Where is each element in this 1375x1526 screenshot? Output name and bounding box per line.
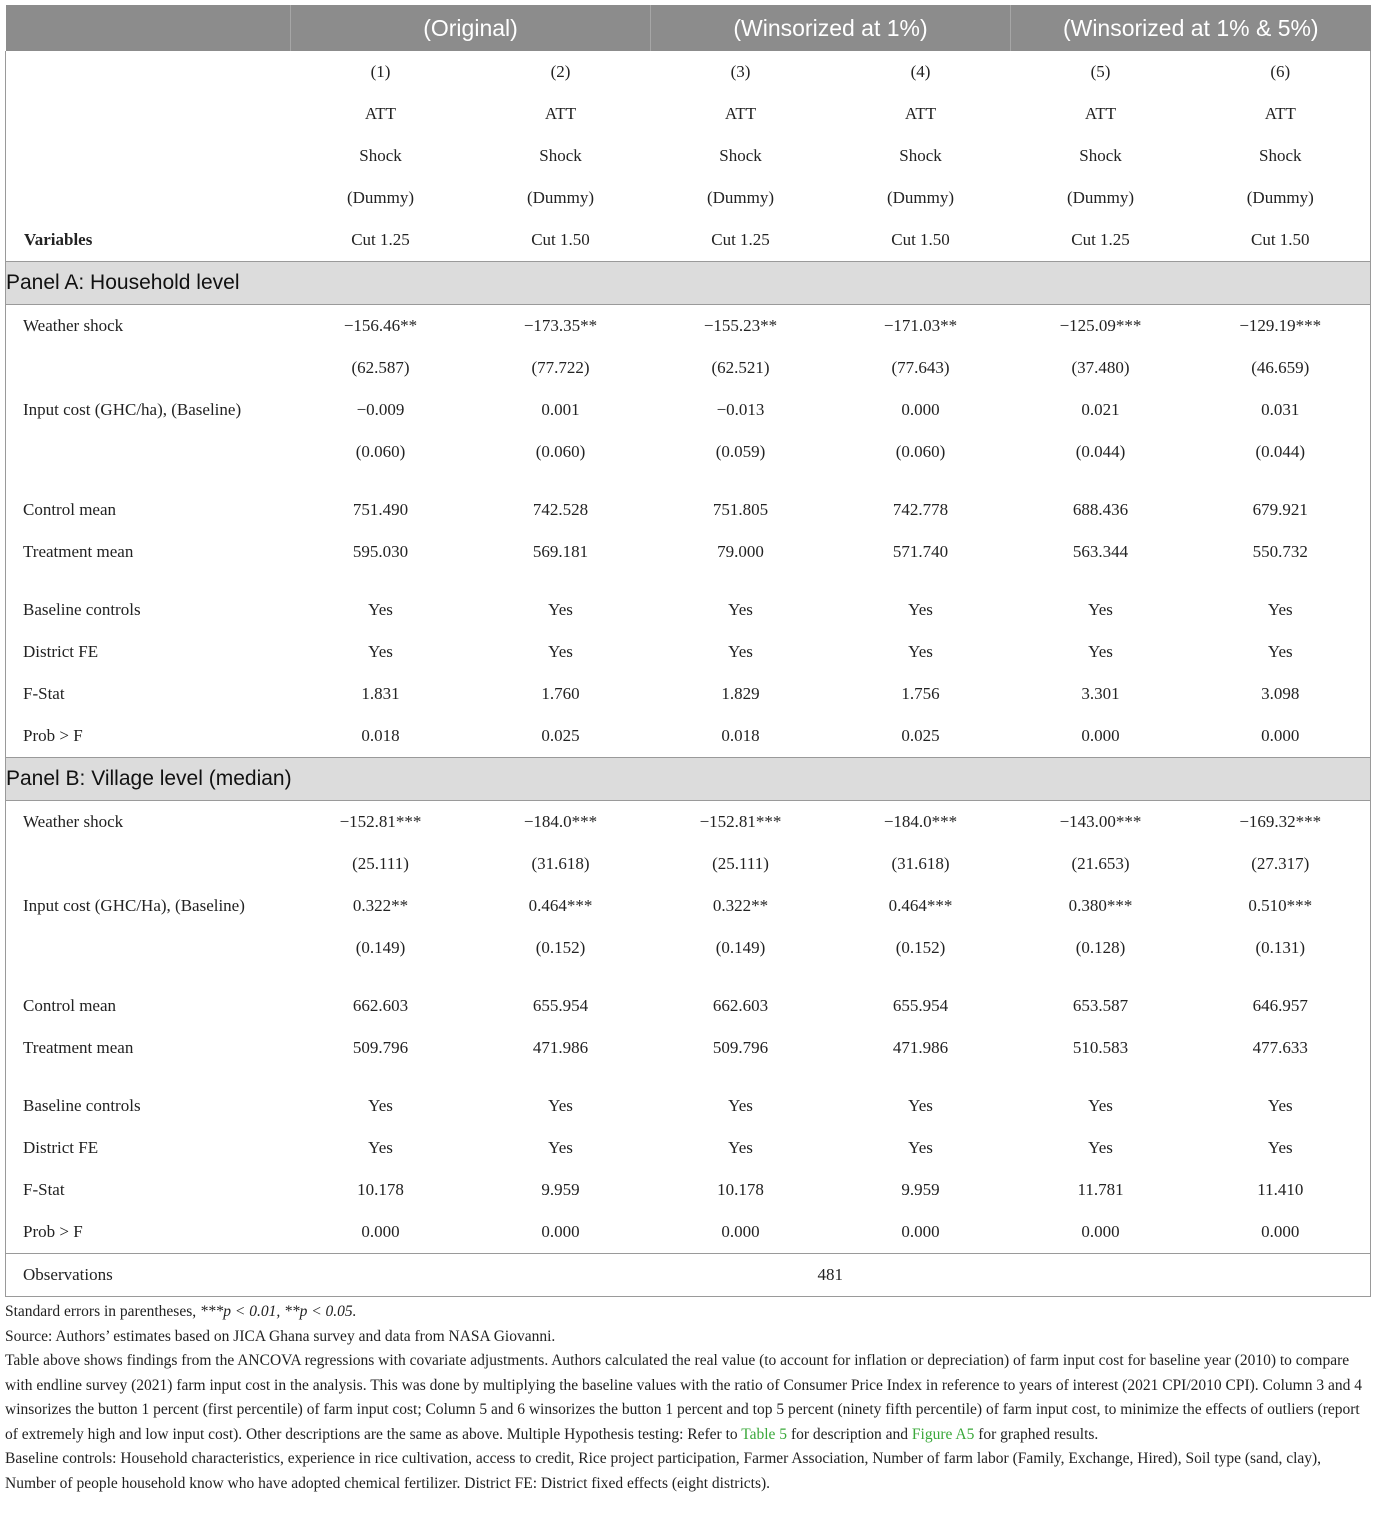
table-cell: 1.831: [361, 684, 400, 703]
column-number-row: [6, 51, 1371, 93]
table-row: [6, 347, 1371, 389]
group-header-row: [6, 5, 1371, 51]
table-cell: 0.000: [1261, 1222, 1300, 1241]
table-cell: 0.322**: [352, 896, 409, 915]
table-cell: 0.031: [1261, 400, 1300, 419]
row-label: F-Stat: [23, 1180, 65, 1199]
table-cell: 477.633: [1252, 1038, 1308, 1057]
table-cell: 571.740: [892, 542, 949, 561]
table-cell: (77.722): [531, 358, 590, 377]
table-cell: 655.954: [532, 996, 589, 1015]
table-cell: 0.322**: [712, 896, 769, 915]
table-cell: 79.000: [717, 542, 764, 561]
column-cut-row: [6, 219, 1371, 262]
table-cell: 662.603: [712, 996, 769, 1015]
column-dummy-row: [6, 177, 1371, 219]
column-cut: Cut 1.50: [1250, 230, 1310, 249]
table-cell: (21.653): [1071, 854, 1130, 873]
table-cell: Yes: [1088, 1138, 1113, 1157]
table-cell: (0.152): [895, 938, 946, 957]
table-cell: Yes: [1267, 1138, 1293, 1157]
table-cell: Yes: [908, 600, 933, 619]
column-cut: Cut 1.25: [1071, 230, 1130, 249]
table-cell: 0.000: [901, 400, 940, 419]
variables-label: Variables: [24, 230, 93, 249]
table-cell: 471.986: [892, 1038, 949, 1057]
table-cell: 653.587: [1072, 996, 1129, 1015]
table-cell: 688.436: [1072, 500, 1129, 519]
table-cell: −129.19***: [1239, 316, 1322, 335]
figure-a5-link[interactable]: Figure A5: [911, 1425, 975, 1443]
column-shock: Shock: [539, 146, 582, 165]
table-cell: 662.603: [352, 996, 409, 1015]
table-row: [6, 389, 1371, 431]
table-cell: 751.805: [712, 500, 769, 519]
table-cell: Yes: [1088, 642, 1113, 661]
table-row: [6, 715, 1371, 758]
table-cell: 3.098: [1261, 684, 1300, 703]
group-header-winsorized-1: (Winsorized at 1%): [651, 5, 1011, 51]
column-shock: Shock: [1079, 146, 1122, 165]
table-5-link[interactable]: Table 5: [741, 1425, 788, 1443]
table-cell: 9.959: [541, 1180, 580, 1199]
table-cell: −152.81***: [339, 812, 422, 831]
table-cell: Yes: [548, 600, 573, 619]
column-dummy: (Dummy): [886, 188, 955, 207]
panel-a-title: Panel A: Household level: [6, 262, 1371, 305]
row-label: Weather shock: [23, 316, 124, 335]
column-att: ATT: [364, 104, 397, 123]
column-shock-row: [6, 135, 1371, 177]
table-row: [6, 927, 1371, 969]
table-cell: (25.111): [712, 854, 769, 873]
column-att: ATT: [724, 104, 757, 123]
table-cell: 10.178: [357, 1180, 404, 1199]
table-cell: 0.510***: [1248, 896, 1313, 915]
table-cell: 0.000: [901, 1222, 940, 1241]
table-cell: (37.480): [1071, 358, 1130, 377]
table-cell: −125.09***: [1059, 316, 1142, 335]
regression-table-container: [5, 5, 1370, 1297]
table-cell: Yes: [728, 1138, 753, 1157]
column-number: (3): [730, 62, 751, 81]
table-cell: 655.954: [892, 996, 949, 1015]
table-cell: 679.921: [1252, 500, 1308, 519]
table-cell: 550.732: [1252, 542, 1308, 561]
row-label: Control mean: [23, 996, 117, 1015]
table-cell: 1.756: [901, 684, 940, 703]
table-cell: 742.778: [892, 500, 949, 519]
footnote-source: Source: Authors’ estimates based on JICA Ghana survey and data from NASA Giovanni.: [5, 1327, 556, 1345]
row-label: Input cost (GHC/ha), (Baseline): [23, 400, 242, 419]
table-cell: −152.81***: [699, 812, 782, 831]
table-cell: (25.111): [352, 854, 409, 873]
table-row: [6, 631, 1371, 673]
column-att: ATT: [904, 104, 937, 123]
column-cut: Cut 1.25: [711, 230, 770, 249]
row-label: District FE: [23, 642, 99, 661]
panel-a-header: [6, 262, 1371, 305]
footnote-baseline-controls: Baseline controls: Household characteristics, experience in rice cultivation, access to credit, Rice project participation, Farmer Association, Number of farm labor (Family, Exchange, Hired), Soil type (sand, clay), Number of people household know who have adopted chemical fertilizer. District FE: District fixed effects (eight districts).: [5, 1450, 1322, 1492]
table-cell: 0.000: [721, 1222, 760, 1241]
table-cell: 0.025: [901, 726, 940, 745]
table-row: [6, 489, 1371, 531]
table-cell: Yes: [548, 642, 573, 661]
table-cell: Yes: [548, 1096, 573, 1115]
table-cell: Yes: [368, 1138, 393, 1157]
table-cell: 0.018: [721, 726, 760, 745]
column-cut: Cut 1.25: [351, 230, 410, 249]
table-cell: Yes: [368, 600, 393, 619]
panel-b-header: [6, 758, 1371, 801]
table-cell: 1.829: [721, 684, 760, 703]
column-dummy: (Dummy): [706, 188, 775, 207]
table-cell: (0.128): [1075, 938, 1126, 957]
table-cell: Yes: [728, 642, 753, 661]
column-dummy: (Dummy): [1066, 188, 1135, 207]
table-cell: 0.464***: [888, 896, 953, 915]
table-cell: 595.030: [352, 542, 409, 561]
table-cell: 11.410: [1257, 1180, 1304, 1199]
column-cut: Cut 1.50: [891, 230, 950, 249]
row-label: Baseline controls: [23, 600, 141, 619]
table-cell: 0.001: [541, 400, 580, 419]
table-cell: Yes: [728, 600, 753, 619]
table-cell: (31.618): [531, 854, 590, 873]
table-cell: Yes: [1088, 600, 1113, 619]
table-row: [6, 843, 1371, 885]
table-cell: 11.781: [1077, 1180, 1124, 1199]
footnote-description: Table above shows findings from the ANCOVA regressions with covariate adjustments. Authors calculated the real value (to account for inflation or depreciation) of farm input cost for baseline year (2010) to compare with endline survey (2021) farm input cost in the analysis. This was done by multiplying the baseline values with the ratio of Consumer Price Index in reference to years of interest (2021 CPI/2010 CPI). Column 3 and 4 winsorizes the button 1 percent (first percentile) of farm input cost; Column 5 and 6 winsorizes the button 1 percent and top 5 percent (ninety fifth percentile) of farm input cost, to minimize the effects of outliers (report of extremely high and low input cost). Other descriptions are the same as above. Multiple Hypothesis testing: Refer to Table 5 for description and Figure A5 for graphed results.: [5, 1352, 1362, 1443]
row-label: Prob > F: [23, 726, 83, 745]
table-cell: 9.959: [901, 1180, 940, 1199]
column-number: (6): [1270, 62, 1291, 81]
table-cell: Yes: [908, 642, 933, 661]
table-footnotes: [5, 1300, 1370, 1496]
panel-b-title: Panel B: Village level (median): [6, 758, 1371, 801]
table-row: [6, 1169, 1371, 1211]
table-row: [6, 1211, 1371, 1254]
column-dummy: (Dummy): [1246, 188, 1314, 207]
table-cell: Yes: [548, 1138, 573, 1157]
table-cell: (77.643): [891, 358, 950, 377]
table-cell: 0.000: [361, 1222, 400, 1241]
table-cell: (31.618): [891, 854, 950, 873]
table-cell: (0.060): [535, 442, 586, 461]
table-cell: (0.152): [535, 938, 586, 957]
table-cell: Yes: [1267, 1096, 1293, 1115]
observations-row: [6, 1254, 1371, 1297]
observations-label: Observations: [6, 1254, 291, 1297]
column-shock: Shock: [1259, 146, 1302, 165]
table-cell: (46.659): [1251, 358, 1310, 377]
row-label: Control mean: [23, 500, 117, 519]
table-cell: −184.0***: [523, 812, 598, 831]
table-row: [6, 1027, 1371, 1069]
column-shock: Shock: [719, 146, 762, 165]
row-label: Baseline controls: [23, 1096, 141, 1115]
table-row: [6, 801, 1371, 844]
table-cell: 0.018: [361, 726, 400, 745]
table-cell: −173.35**: [523, 316, 598, 335]
table-cell: (62.521): [711, 358, 770, 377]
table-cell: 0.000: [1081, 726, 1120, 745]
table-cell: Yes: [908, 1138, 933, 1157]
table-cell: (0.149): [715, 938, 766, 957]
table-cell: 569.181: [532, 542, 589, 561]
group-header-winsorized-1-5: (Winsorized at 1% & 5%): [1011, 5, 1371, 51]
table-cell: (0.059): [715, 442, 766, 461]
table-cell: (62.587): [351, 358, 410, 377]
column-shock: Shock: [359, 146, 402, 165]
column-number: (4): [910, 62, 931, 81]
table-cell: Yes: [908, 1096, 933, 1115]
table-cell: (0.131): [1255, 938, 1306, 957]
table-cell: −0.013: [716, 400, 765, 419]
table-row: [6, 885, 1371, 927]
table-cell: 0.380***: [1068, 896, 1133, 915]
table-cell: (0.149): [355, 938, 406, 957]
table-cell: −184.0***: [883, 812, 958, 831]
row-label: Treatment mean: [23, 542, 134, 561]
column-att: ATT: [1084, 104, 1117, 123]
table-cell: −169.32***: [1239, 812, 1322, 831]
table-cell: (0.060): [895, 442, 946, 461]
row-label: Prob > F: [23, 1222, 83, 1241]
row-label: F-Stat: [23, 684, 65, 703]
table-cell: (0.044): [1255, 442, 1306, 461]
table-cell: 10.178: [717, 1180, 764, 1199]
column-att: ATT: [1264, 104, 1296, 123]
row-label: Weather shock: [23, 812, 124, 831]
table-cell: −156.46**: [343, 316, 418, 335]
table-cell: Yes: [368, 1096, 393, 1115]
table-cell: 509.796: [712, 1038, 769, 1057]
column-shock: Shock: [899, 146, 942, 165]
column-att-row: [6, 93, 1371, 135]
table-cell: 471.986: [532, 1038, 589, 1057]
regression-table: [5, 5, 1371, 1297]
row-label: District FE: [23, 1138, 99, 1157]
table-cell: 1.760: [541, 684, 580, 703]
table-cell: 0.000: [541, 1222, 580, 1241]
table-cell: −171.03**: [883, 316, 958, 335]
column-dummy: (Dummy): [526, 188, 595, 207]
table-cell: 3.301: [1081, 684, 1120, 703]
table-cell: 751.490: [352, 500, 409, 519]
table-row: [6, 531, 1371, 573]
table-cell: Yes: [728, 1096, 753, 1115]
table-row: [6, 589, 1371, 631]
table-cell: −155.23**: [703, 316, 778, 335]
column-number: (2): [550, 62, 571, 81]
table-cell: 0.000: [1081, 1222, 1120, 1241]
table-cell: Yes: [1267, 600, 1293, 619]
table-cell: 742.528: [532, 500, 589, 519]
table-row: [6, 673, 1371, 715]
table-cell: 0.000: [1261, 726, 1300, 745]
table-row: [6, 305, 1371, 348]
observations-value: 481: [291, 1254, 1371, 1297]
footnote-standard-errors: Standard errors in parentheses, ***p < 0.01, **p < 0.05.: [5, 1303, 357, 1320]
column-number: (5): [1090, 62, 1111, 81]
column-dummy: (Dummy): [346, 188, 415, 207]
table-cell: −143.00***: [1059, 812, 1142, 831]
table-cell: Yes: [1267, 642, 1293, 661]
group-header-original: (Original): [291, 5, 651, 51]
table-cell: 563.344: [1072, 542, 1129, 561]
group-header-blank: [6, 5, 291, 51]
table-cell: 0.464***: [528, 896, 593, 915]
table-row: [6, 1085, 1371, 1127]
column-cut: Cut 1.50: [531, 230, 590, 249]
table-row: [6, 1127, 1371, 1169]
table-cell: 510.583: [1072, 1038, 1129, 1057]
table-cell: Yes: [368, 642, 393, 661]
table-cell: 509.796: [352, 1038, 409, 1057]
table-cell: 0.021: [1081, 400, 1120, 419]
table-cell: 646.957: [1252, 996, 1308, 1015]
table-row: [6, 985, 1371, 1027]
table-cell: (0.044): [1075, 442, 1126, 461]
table-cell: (0.060): [355, 442, 406, 461]
row-label: Treatment mean: [23, 1038, 134, 1057]
table-cell: 0.025: [541, 726, 580, 745]
table-row: [6, 431, 1371, 473]
table-cell: (27.317): [1251, 854, 1310, 873]
column-number: (1): [370, 62, 391, 81]
row-label: Input cost (GHC/Ha), (Baseline): [23, 896, 245, 915]
table-cell: Yes: [1088, 1096, 1113, 1115]
column-att: ATT: [544, 104, 577, 123]
table-cell: −0.009: [356, 400, 405, 419]
